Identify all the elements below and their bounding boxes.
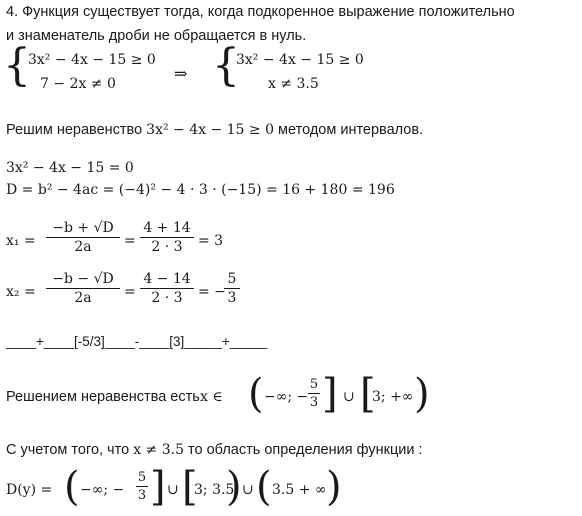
- right-brace: {: [212, 40, 240, 91]
- domain-prefix: С учетом того, что: [6, 442, 130, 458]
- x1-formula-numerator: −b + √D: [52, 220, 114, 236]
- domain-part3: 3.5 + ∞: [272, 482, 327, 498]
- x2-formula-bar: [46, 288, 120, 289]
- implies-arrow: ⇒: [174, 64, 188, 83]
- domain-union-1: ∪: [167, 482, 179, 498]
- solution-frac-bar: [308, 393, 320, 394]
- x2-value-denominator: 2 · 3: [151, 290, 183, 306]
- domain-open-paren-3: (: [256, 464, 272, 510]
- interval-diagram: ____+____[-5/3]____-____[3]_____+_____: [6, 334, 268, 349]
- domain-lhs: D(y) =: [6, 482, 53, 498]
- x1-formula-denominator: 2a: [74, 239, 92, 255]
- system-left-eq2: 7 − 2x ≠ 0: [40, 76, 116, 92]
- domain-close-bracket-1: ]: [150, 464, 166, 510]
- solution-close-paren: ): [414, 371, 430, 417]
- x1-lhs: x₁ =: [6, 233, 36, 249]
- domain-frac-den: 3: [137, 488, 147, 503]
- solution-part2: 3; +∞: [372, 389, 414, 405]
- solve-sentence: [6, 122, 423, 138]
- domain-frac-bar: [136, 486, 148, 487]
- discriminant-line: D = b² − 4ac = (−4)² − 4 · 3 · (−15) = 16 + 180 = 196: [6, 182, 395, 198]
- left-brace: {: [3, 40, 31, 91]
- solve-math: 3x² − 4x − 15 ≥ 0: [146, 122, 275, 138]
- system-right-eq1: 3x² − 4x − 15 ≥ 0: [236, 52, 364, 68]
- x2-result-bar: [224, 288, 240, 289]
- domain-condition: x ≠ 3.5: [133, 442, 184, 458]
- x2-value-bar: [140, 288, 194, 289]
- domain-part2: 3; 3.5: [194, 482, 235, 498]
- solution-frac-num: 5: [309, 377, 319, 392]
- system-left-eq1: 3x² − 4x − 15 ≥ 0: [28, 52, 156, 68]
- quadratic-equation: 3x² − 4x − 15 = 0: [6, 160, 134, 176]
- x1-value-bar: [140, 237, 194, 238]
- x2-value-fraction: [140, 271, 194, 306]
- x2-formula-numerator: −b − √D: [52, 271, 114, 287]
- system-right-eq2: x ≠ 3.5: [268, 76, 319, 92]
- x2-result-numerator: 5: [227, 271, 237, 287]
- x1-value-denominator: 2 · 3: [151, 239, 183, 255]
- x2-formula-fraction: [46, 271, 120, 306]
- solution-open-bracket: [: [360, 371, 376, 417]
- solution-close-bracket: ]: [322, 371, 338, 417]
- x2-result-sign: = −: [198, 284, 226, 300]
- solution-x-in: x ∈: [200, 389, 223, 405]
- x1-formula-bar: [46, 237, 120, 238]
- x1-value-fraction: [140, 220, 194, 255]
- x2-equals: =: [124, 284, 136, 300]
- domain-fraction: [136, 470, 148, 503]
- domain-sentence: [6, 442, 423, 458]
- solve-prefix: Решим неравенство: [6, 122, 143, 138]
- domain-frac-num: 5: [137, 470, 147, 485]
- x2-lhs: x₂ =: [6, 284, 36, 300]
- solution-union: ∪: [343, 389, 355, 405]
- task-line-1: 4. Функция существует тогда, когда подкоренное выражение положительно: [6, 4, 515, 20]
- solution-fraction: [308, 377, 320, 410]
- x1-result: = 3: [198, 233, 224, 249]
- x1-equals: =: [124, 233, 136, 249]
- task-line-2: и знаменатель дроби не обращается в нуль.: [6, 28, 307, 44]
- domain-suffix: то область определения функции :: [188, 442, 423, 458]
- solution-frac-den: 3: [309, 395, 319, 410]
- x2-result-denominator: 3: [227, 290, 237, 306]
- x2-value-numerator: 4 − 14: [143, 271, 191, 287]
- domain-part1: −∞; −: [80, 482, 125, 498]
- x1-formula-fraction: [46, 220, 120, 255]
- domain-close-paren-2: ): [226, 464, 242, 510]
- x2-result-fraction: [224, 271, 240, 306]
- domain-close-paren-3: ): [326, 464, 342, 510]
- solve-suffix: методом интервалов.: [278, 122, 424, 138]
- x1-value-numerator: 4 + 14: [143, 220, 191, 236]
- solution-prefix: Решением неравенства есть: [6, 389, 200, 405]
- x2-formula-denominator: 2a: [74, 290, 92, 306]
- domain-open-bracket-2: [: [182, 464, 198, 510]
- domain-union-2: ∪: [242, 482, 254, 498]
- solution-part1: −∞; −: [264, 389, 309, 405]
- solution-open-paren: (: [248, 371, 264, 417]
- domain-open-paren-1: (: [64, 464, 80, 510]
